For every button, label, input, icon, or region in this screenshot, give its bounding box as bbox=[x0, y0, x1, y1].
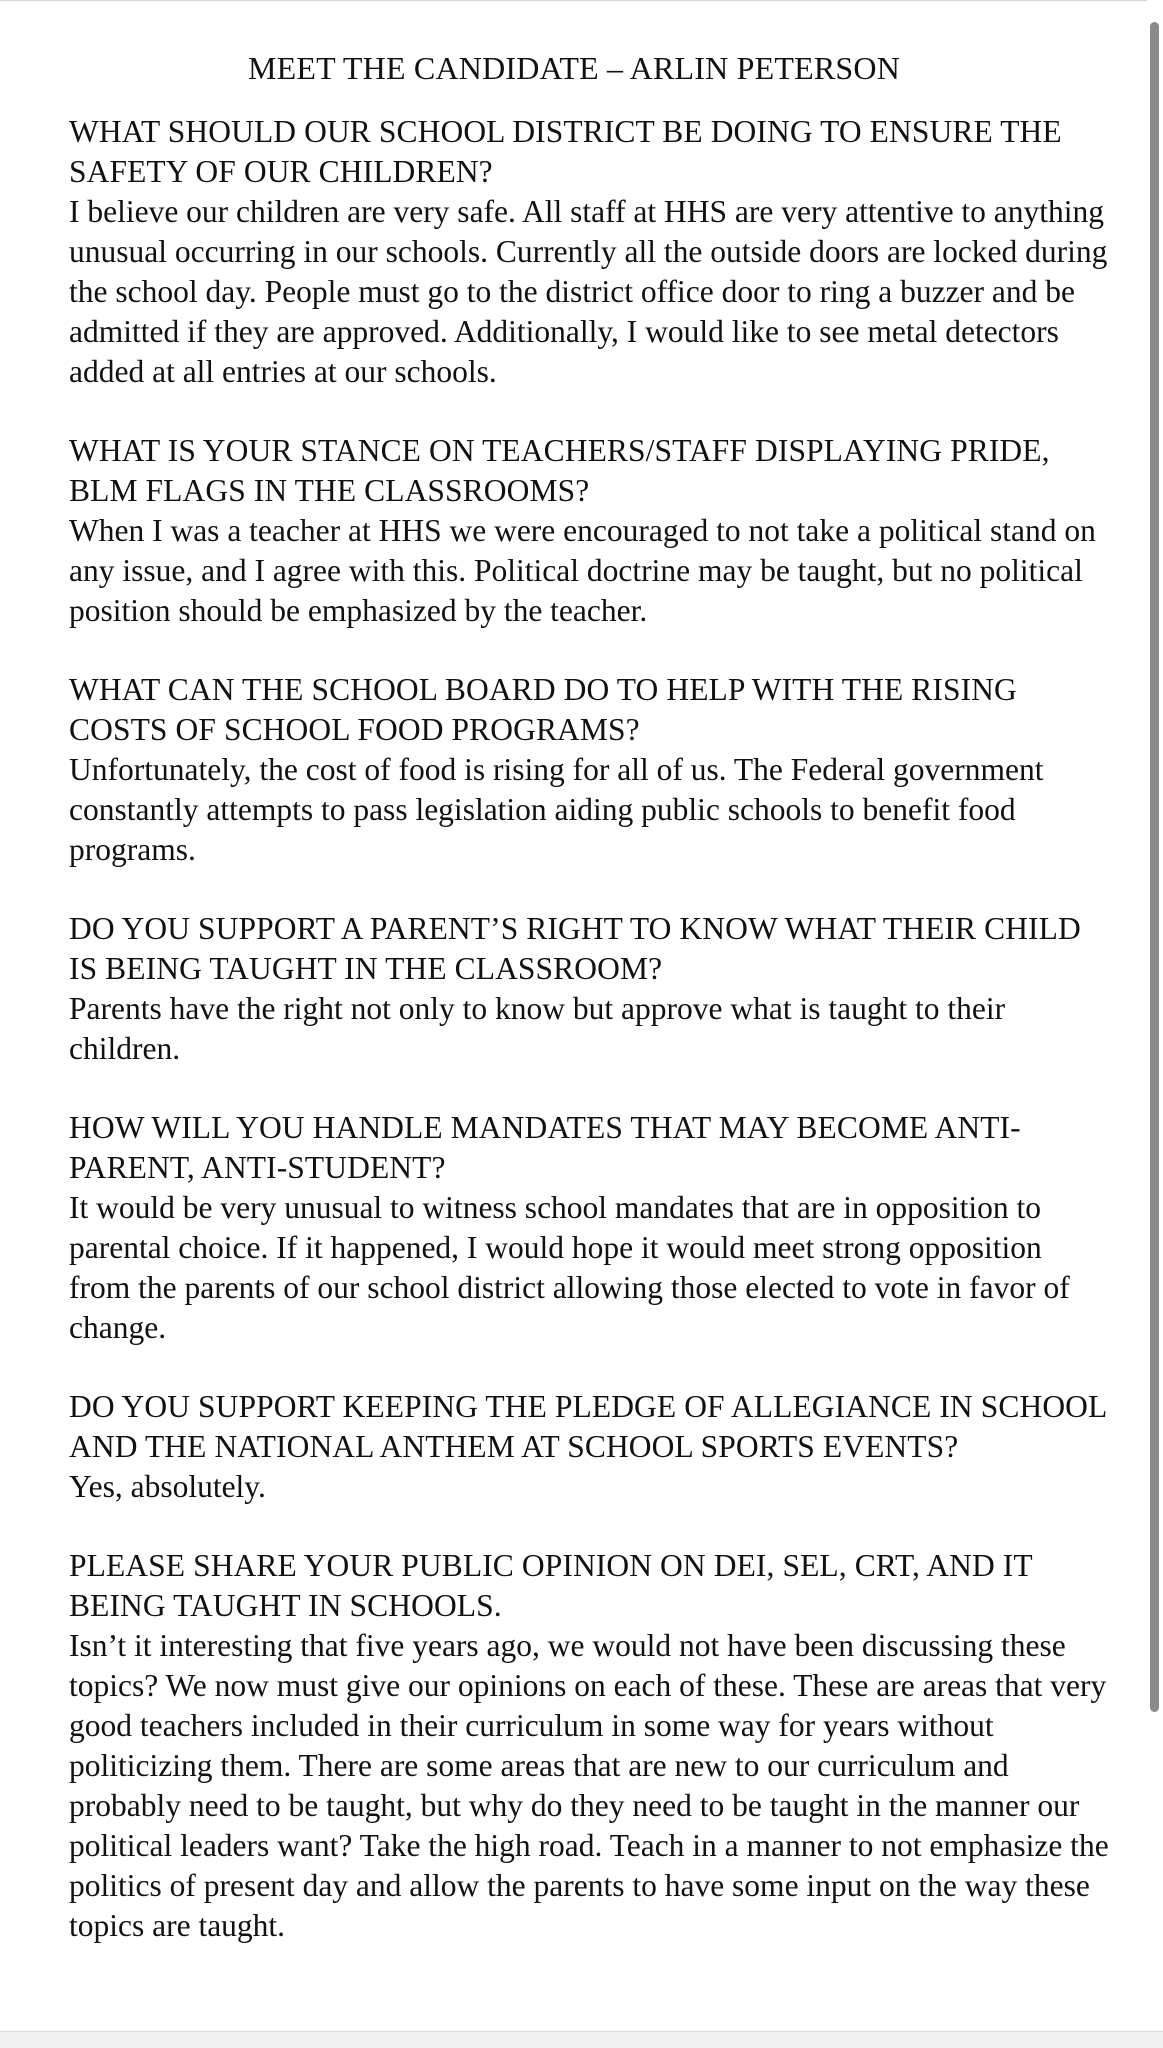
answer-text: Isn’t it interesting that five years ago, we would not have been discussing these topics? We now must give our opinions on each of these. These are areas that very good teachers included in their curriculum in some way for years without politicizing them. There are some areas that are new to our curriculum and probably need to be taught, but why do they need to be taught in the manner our political leaders want? Take the high road. Teach in a manner to not emphasize the politics of present day and allow the parents to have some input on the way these topics are taught. bbox=[69, 1628, 1109, 1943]
qa-block-flags bbox=[69, 431, 1109, 631]
vertical-scrollbar[interactable] bbox=[1147, 0, 1163, 2032]
bottom-edge-bar bbox=[0, 2031, 1163, 2048]
qa-block-mandates bbox=[69, 1108, 1109, 1348]
answer-text: Yes, absolutely. bbox=[69, 1469, 266, 1504]
question-text: PLEASE SHARE YOUR PUBLIC OPINION ON DEI, SEL, CRT, AND IT BEING TAUGHT IN SCHOOLS. bbox=[69, 1548, 1033, 1623]
document-title: MEET THE CANDIDATE – ARLIN PETERSON bbox=[247, 50, 901, 86]
qa-block-dei-sel-crt bbox=[69, 1546, 1109, 1946]
answer-text: I believe our children are very safe. All staff at HHS are very attentive to anything unusual occurring in our schools. Currently all the outside doors are locked during the school day. People must go to the district office door to ring a buzzer and be admitted if they are approved. Additionally, I would like to see metal detectors added at all entries at our schools. bbox=[69, 194, 1108, 389]
qa-block-food-costs bbox=[69, 670, 1109, 870]
answer-text: When I was a teacher at HHS we were encouraged to not take a political stand on any issue, and I agree with this. Political doctrine may be taught, but no political position should be emphasized by the teacher. bbox=[69, 513, 1096, 628]
question-text: WHAT SHOULD OUR SCHOOL DISTRICT BE DOING TO ENSURE THE SAFETY OF OUR CHILDREN? bbox=[69, 114, 1062, 189]
question-text: DO YOU SUPPORT KEEPING THE PLEDGE OF ALLEGIANCE IN SCHOOL AND THE NATIONAL ANTHEM AT SCHOOL SPORTS EVENTS? bbox=[69, 1389, 1107, 1464]
qa-block-safety bbox=[69, 112, 1109, 392]
document-body bbox=[69, 44, 1109, 1985]
qa-block-pledge bbox=[69, 1387, 1109, 1507]
question-text: WHAT CAN THE SCHOOL BOARD DO TO HELP WITH THE RISING COSTS OF SCHOOL FOOD PROGRAMS? bbox=[69, 672, 1017, 747]
question-text: DO YOU SUPPORT A PARENT’S RIGHT TO KNOW WHAT THEIR CHILD IS BEING TAUGHT IN THE CLASSROOM? bbox=[69, 911, 1081, 986]
top-border bbox=[0, 0, 1163, 1]
answer-text: It would be very unusual to witness school mandates that are in opposition to parental choice. If it happened, I would hope it would meet strong opposition from the parents of our school district allowing those elected to vote in favor of change. bbox=[69, 1190, 1070, 1345]
scrollbar-thumb[interactable] bbox=[1150, 22, 1159, 1712]
qa-block-parent-rights bbox=[69, 909, 1109, 1069]
answer-text: Unfortunately, the cost of food is rising for all of us. The Federal government constantly attempts to pass legislation aiding public schools to benefit food programs. bbox=[69, 752, 1044, 867]
answer-text: Parents have the right not only to know but approve what is taught to their children. bbox=[69, 991, 1006, 1066]
question-text: HOW WILL YOU HANDLE MANDATES THAT MAY BECOME ANTI-PARENT, ANTI-STUDENT? bbox=[69, 1110, 1021, 1185]
question-text: WHAT IS YOUR STANCE ON TEACHERS/STAFF DISPLAYING PRIDE, BLM FLAGS IN THE CLASSROOMS? bbox=[69, 433, 1050, 508]
